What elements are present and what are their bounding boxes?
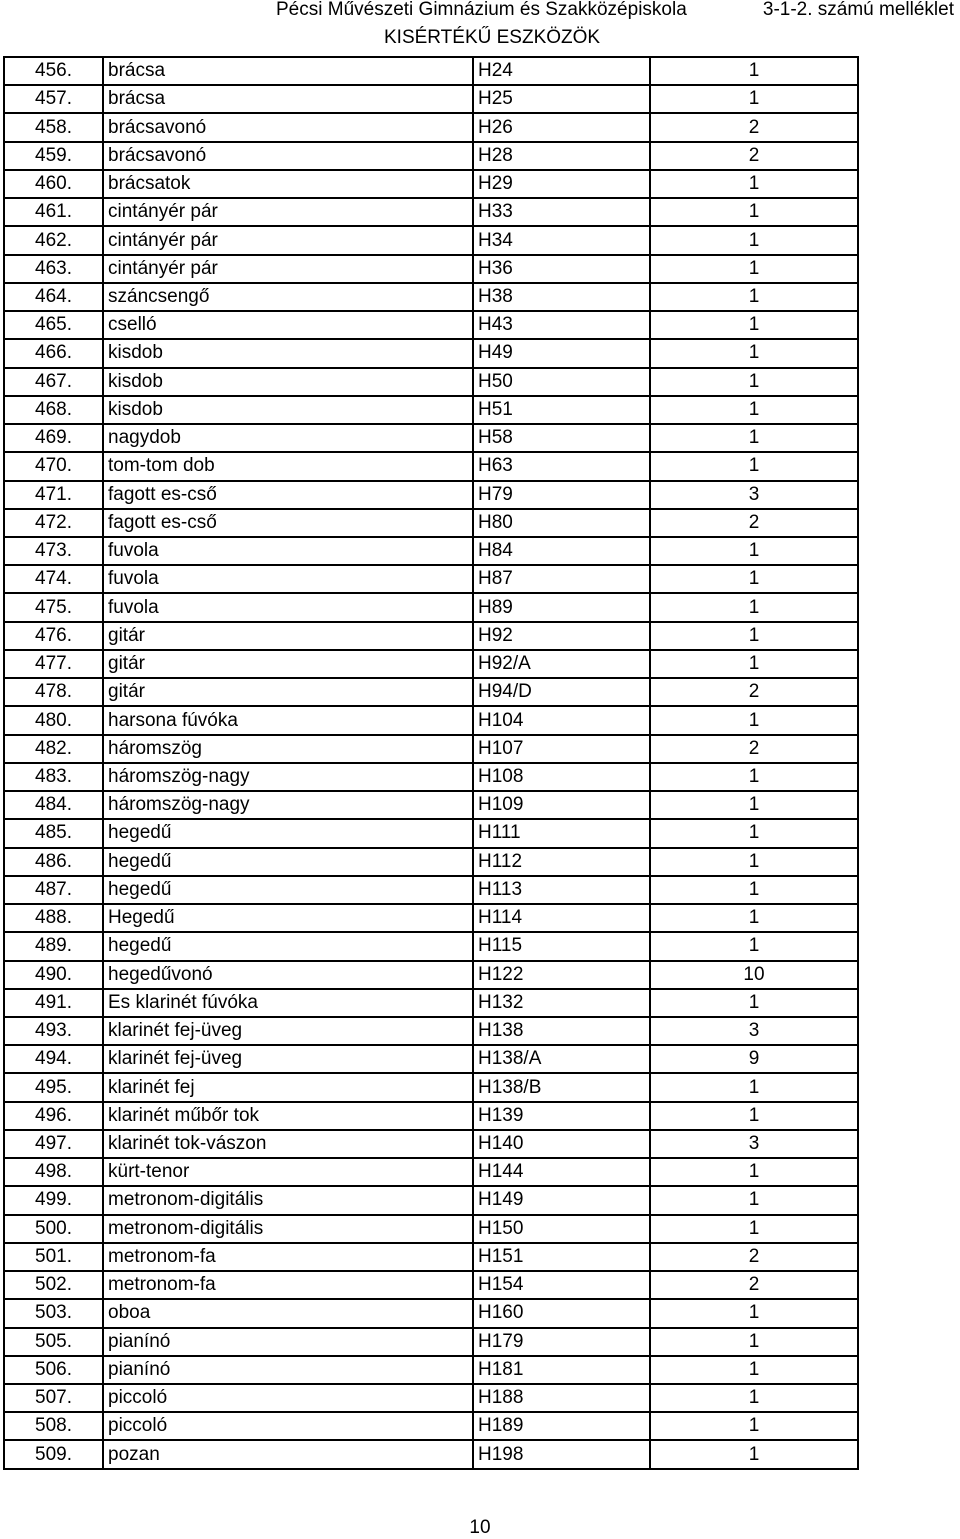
item-number-cell: 462.	[4, 226, 103, 254]
table-row	[4, 509, 858, 537]
item-code-cell: H151	[473, 1243, 650, 1271]
item-code-cell: H87	[473, 565, 650, 593]
item-code-cell: H51	[473, 396, 650, 424]
item-quantity-cell: 9	[650, 1045, 858, 1073]
item-number-cell: 491.	[4, 989, 103, 1017]
item-code-cell: H29	[473, 170, 650, 198]
item-name-cell: fagott es-cső	[103, 509, 473, 537]
inventory-table	[3, 56, 859, 1470]
table-row	[4, 424, 858, 452]
item-name-cell: metronom-digitális	[103, 1186, 473, 1214]
item-quantity-cell: 1	[650, 1412, 858, 1440]
item-quantity-cell: 1	[650, 311, 858, 339]
item-code-cell: H63	[473, 452, 650, 480]
table-row	[4, 368, 858, 396]
item-name-cell: hegedű	[103, 876, 473, 904]
item-number-cell: 477.	[4, 650, 103, 678]
item-quantity-cell: 2	[650, 1271, 858, 1299]
item-code-cell: H26	[473, 113, 650, 141]
table-row	[4, 932, 858, 960]
item-code-cell: H92	[473, 622, 650, 650]
table-row	[4, 735, 858, 763]
item-code-cell: H138/A	[473, 1045, 650, 1073]
item-name-cell: brácsa	[103, 57, 473, 85]
item-name-cell: fuvola	[103, 593, 473, 621]
item-code-cell: H139	[473, 1102, 650, 1130]
item-name-cell: fuvola	[103, 565, 473, 593]
item-quantity-cell: 10	[650, 961, 858, 989]
item-code-cell: H115	[473, 932, 650, 960]
item-name-cell: háromszög	[103, 735, 473, 763]
item-name-cell: fuvola	[103, 537, 473, 565]
table-row	[4, 198, 858, 226]
item-quantity-cell: 1	[650, 1299, 858, 1327]
table-row	[4, 1412, 858, 1440]
table-row	[4, 848, 858, 876]
table-row	[4, 876, 858, 904]
item-quantity-cell: 1	[650, 1328, 858, 1356]
table-row	[4, 226, 858, 254]
item-quantity-cell: 2	[650, 1243, 858, 1271]
item-number-cell: 508.	[4, 1412, 103, 1440]
item-code-cell: H79	[473, 481, 650, 509]
item-name-cell: hegedű	[103, 848, 473, 876]
item-code-cell: H58	[473, 424, 650, 452]
item-quantity-cell: 1	[650, 650, 858, 678]
item-quantity-cell: 1	[650, 622, 858, 650]
item-name-cell: kürt-tenor	[103, 1158, 473, 1186]
item-name-cell: cintányér pár	[103, 255, 473, 283]
item-number-cell: 469.	[4, 424, 103, 452]
item-quantity-cell: 1	[650, 1384, 858, 1412]
item-code-cell: H132	[473, 989, 650, 1017]
item-quantity-cell: 2	[650, 735, 858, 763]
item-name-cell: nagydob	[103, 424, 473, 452]
item-quantity-cell: 1	[650, 1158, 858, 1186]
item-code-cell: H24	[473, 57, 650, 85]
item-number-cell: 472.	[4, 509, 103, 537]
item-code-cell: H108	[473, 763, 650, 791]
item-name-cell: piccoló	[103, 1412, 473, 1440]
item-name-cell: metronom-fa	[103, 1243, 473, 1271]
item-number-cell: 482.	[4, 735, 103, 763]
item-code-cell: H89	[473, 593, 650, 621]
table-row	[4, 1102, 858, 1130]
table-row	[4, 1158, 858, 1186]
item-quantity-cell: 1	[650, 819, 858, 847]
item-quantity-cell: 1	[650, 368, 858, 396]
table-row	[4, 961, 858, 989]
item-number-cell: 476.	[4, 622, 103, 650]
item-name-cell: metronom-fa	[103, 1271, 473, 1299]
item-name-cell: cintányér pár	[103, 226, 473, 254]
item-code-cell: H160	[473, 1299, 650, 1327]
table-row	[4, 142, 858, 170]
item-number-cell: 500.	[4, 1215, 103, 1243]
table-row	[4, 537, 858, 565]
item-code-cell: H122	[473, 961, 650, 989]
item-quantity-cell: 1	[650, 1073, 858, 1101]
table-row	[4, 622, 858, 650]
item-name-cell: klarinét fej	[103, 1073, 473, 1101]
item-quantity-cell: 1	[650, 85, 858, 113]
item-number-cell: 486.	[4, 848, 103, 876]
item-number-cell: 487.	[4, 876, 103, 904]
table-row	[4, 1299, 858, 1327]
item-name-cell: hegedű	[103, 819, 473, 847]
item-number-cell: 498.	[4, 1158, 103, 1186]
table-row	[4, 481, 858, 509]
annex-label: 3-1-2. számú melléklet	[762, 0, 954, 20]
item-number-cell: 456.	[4, 57, 103, 85]
table-row	[4, 1045, 858, 1073]
item-number-cell: 470.	[4, 452, 103, 480]
school-name: Pécsi Művészeti Gimnázium és Szakközépiskola	[276, 0, 687, 20]
item-number-cell: 495.	[4, 1073, 103, 1101]
item-number-cell: 460.	[4, 170, 103, 198]
item-code-cell: H112	[473, 848, 650, 876]
item-name-cell: klarinét fej-üveg	[103, 1017, 473, 1045]
item-number-cell: 466.	[4, 339, 103, 367]
item-quantity-cell: 1	[650, 170, 858, 198]
item-name-cell: pozan	[103, 1440, 473, 1468]
table-row	[4, 1215, 858, 1243]
table-row	[4, 1243, 858, 1271]
item-quantity-cell: 1	[650, 848, 858, 876]
item-name-cell: klarinét tok-vászon	[103, 1130, 473, 1158]
item-name-cell: brácsatok	[103, 170, 473, 198]
item-number-cell: 505.	[4, 1328, 103, 1356]
item-number-cell: 494.	[4, 1045, 103, 1073]
page-number: 10	[469, 1517, 491, 1538]
item-code-cell: H189	[473, 1412, 650, 1440]
item-quantity-cell: 1	[650, 593, 858, 621]
item-quantity-cell: 1	[650, 452, 858, 480]
item-code-cell: H144	[473, 1158, 650, 1186]
item-quantity-cell: 1	[650, 1440, 858, 1468]
table-row	[4, 593, 858, 621]
item-quantity-cell: 1	[650, 537, 858, 565]
item-number-cell: 468.	[4, 396, 103, 424]
item-name-cell: hegedű	[103, 932, 473, 960]
item-quantity-cell: 3	[650, 481, 858, 509]
item-name-cell: háromszög-nagy	[103, 763, 473, 791]
table-row	[4, 311, 858, 339]
item-name-cell: kisdob	[103, 368, 473, 396]
item-name-cell: Es klarinét fúvóka	[103, 989, 473, 1017]
table-row	[4, 791, 858, 819]
item-code-cell: H109	[473, 791, 650, 819]
item-code-cell: H84	[473, 537, 650, 565]
item-name-cell: háromszög-nagy	[103, 791, 473, 819]
table-row	[4, 452, 858, 480]
item-code-cell: H50	[473, 368, 650, 396]
item-number-cell: 493.	[4, 1017, 103, 1045]
item-code-cell: H43	[473, 311, 650, 339]
item-code-cell: H113	[473, 876, 650, 904]
item-code-cell: H34	[473, 226, 650, 254]
item-name-cell: gitár	[103, 678, 473, 706]
item-quantity-cell: 1	[650, 255, 858, 283]
item-code-cell: H25	[473, 85, 650, 113]
item-quantity-cell: 1	[650, 424, 858, 452]
item-name-cell: Hegedű	[103, 904, 473, 932]
item-name-cell: száncsengő	[103, 283, 473, 311]
item-quantity-cell: 1	[650, 932, 858, 960]
item-code-cell: H38	[473, 283, 650, 311]
item-number-cell: 488.	[4, 904, 103, 932]
item-quantity-cell: 3	[650, 1130, 858, 1158]
item-quantity-cell: 1	[650, 1356, 858, 1384]
item-code-cell: H140	[473, 1130, 650, 1158]
item-name-cell: piccoló	[103, 1384, 473, 1412]
table-row	[4, 904, 858, 932]
item-quantity-cell: 3	[650, 1017, 858, 1045]
table-row	[4, 1384, 858, 1412]
item-code-cell: H33	[473, 198, 650, 226]
item-code-cell: H198	[473, 1440, 650, 1468]
table-row	[4, 989, 858, 1017]
item-code-cell: H107	[473, 735, 650, 763]
item-code-cell: H36	[473, 255, 650, 283]
item-quantity-cell: 1	[650, 57, 858, 85]
item-number-cell: 501.	[4, 1243, 103, 1271]
item-quantity-cell: 2	[650, 113, 858, 141]
item-name-cell: brácsavonó	[103, 113, 473, 141]
item-number-cell: 506.	[4, 1356, 103, 1384]
item-name-cell: harsona fúvóka	[103, 706, 473, 734]
document-title: KISÉRTÉKŰ ESZKÖZÖK	[384, 27, 601, 48]
item-code-cell: H149	[473, 1186, 650, 1214]
item-name-cell: brácsa	[103, 85, 473, 113]
table-row	[4, 1073, 858, 1101]
item-name-cell: kisdob	[103, 396, 473, 424]
table-row	[4, 113, 858, 141]
item-quantity-cell: 1	[650, 706, 858, 734]
item-quantity-cell: 1	[650, 283, 858, 311]
table-row	[4, 1356, 858, 1384]
item-number-cell: 457.	[4, 85, 103, 113]
item-code-cell: H181	[473, 1356, 650, 1384]
item-quantity-cell: 1	[650, 565, 858, 593]
item-quantity-cell: 1	[650, 989, 858, 1017]
item-number-cell: 480.	[4, 706, 103, 734]
item-name-cell: oboa	[103, 1299, 473, 1327]
table-row	[4, 170, 858, 198]
item-number-cell: 467.	[4, 368, 103, 396]
item-quantity-cell: 1	[650, 198, 858, 226]
item-quantity-cell: 2	[650, 509, 858, 537]
item-name-cell: gitár	[103, 622, 473, 650]
item-code-cell: H49	[473, 339, 650, 367]
item-name-cell: klarinét fej-üveg	[103, 1045, 473, 1073]
item-number-cell: 464.	[4, 283, 103, 311]
item-code-cell: H114	[473, 904, 650, 932]
item-code-cell: H188	[473, 1384, 650, 1412]
item-code-cell: H111	[473, 819, 650, 847]
item-number-cell: 509.	[4, 1440, 103, 1468]
item-name-cell: cintányér pár	[103, 198, 473, 226]
table-row	[4, 339, 858, 367]
table-row	[4, 1017, 858, 1045]
item-quantity-cell: 1	[650, 396, 858, 424]
item-number-cell: 483.	[4, 763, 103, 791]
item-number-cell: 473.	[4, 537, 103, 565]
item-number-cell: 461.	[4, 198, 103, 226]
item-quantity-cell: 1	[650, 791, 858, 819]
item-number-cell: 471.	[4, 481, 103, 509]
item-quantity-cell: 1	[650, 1215, 858, 1243]
item-code-cell: H138	[473, 1017, 650, 1045]
item-code-cell: H138/B	[473, 1073, 650, 1101]
table-row	[4, 1271, 858, 1299]
item-code-cell: H150	[473, 1215, 650, 1243]
table-row	[4, 706, 858, 734]
table-row	[4, 678, 858, 706]
item-name-cell: gitár	[103, 650, 473, 678]
item-name-cell: brácsavonó	[103, 142, 473, 170]
item-name-cell: kisdob	[103, 339, 473, 367]
item-quantity-cell: 1	[650, 876, 858, 904]
item-quantity-cell: 2	[650, 678, 858, 706]
item-name-cell: metronom-digitális	[103, 1215, 473, 1243]
item-code-cell: H28	[473, 142, 650, 170]
item-number-cell: 485.	[4, 819, 103, 847]
table-row	[4, 85, 858, 113]
table-row	[4, 763, 858, 791]
table-row	[4, 650, 858, 678]
table-row	[4, 283, 858, 311]
item-name-cell: hegedűvonó	[103, 961, 473, 989]
table-row	[4, 255, 858, 283]
item-code-cell: H94/D	[473, 678, 650, 706]
item-code-cell: H104	[473, 706, 650, 734]
item-number-cell: 507.	[4, 1384, 103, 1412]
item-number-cell: 499.	[4, 1186, 103, 1214]
item-number-cell: 502.	[4, 1271, 103, 1299]
item-number-cell: 490.	[4, 961, 103, 989]
table-row	[4, 565, 858, 593]
item-number-cell: 489.	[4, 932, 103, 960]
item-quantity-cell: 1	[650, 904, 858, 932]
item-code-cell: H92/A	[473, 650, 650, 678]
item-number-cell: 478.	[4, 678, 103, 706]
item-name-cell: fagott es-cső	[103, 481, 473, 509]
item-number-cell: 474.	[4, 565, 103, 593]
item-code-cell: H80	[473, 509, 650, 537]
item-code-cell: H179	[473, 1328, 650, 1356]
item-quantity-cell: 1	[650, 1102, 858, 1130]
item-number-cell: 496.	[4, 1102, 103, 1130]
table-row	[4, 1440, 858, 1468]
table-row	[4, 1130, 858, 1158]
item-name-cell: tom-tom dob	[103, 452, 473, 480]
item-quantity-cell: 2	[650, 142, 858, 170]
table-row	[4, 1186, 858, 1214]
item-number-cell: 459.	[4, 142, 103, 170]
table-row	[4, 1328, 858, 1356]
item-number-cell: 463.	[4, 255, 103, 283]
table-row	[4, 396, 858, 424]
item-name-cell: klarinét műbőr tok	[103, 1102, 473, 1130]
item-name-cell: cselló	[103, 311, 473, 339]
item-number-cell: 458.	[4, 113, 103, 141]
item-quantity-cell: 1	[650, 763, 858, 791]
item-number-cell: 497.	[4, 1130, 103, 1158]
item-quantity-cell: 1	[650, 226, 858, 254]
table-row	[4, 57, 858, 85]
item-quantity-cell: 1	[650, 339, 858, 367]
item-number-cell: 503.	[4, 1299, 103, 1327]
table-row	[4, 819, 858, 847]
item-code-cell: H154	[473, 1271, 650, 1299]
item-number-cell: 465.	[4, 311, 103, 339]
item-number-cell: 475.	[4, 593, 103, 621]
item-name-cell: pianínó	[103, 1328, 473, 1356]
item-quantity-cell: 1	[650, 1186, 858, 1214]
item-number-cell: 484.	[4, 791, 103, 819]
inventory-table-body	[4, 57, 858, 1469]
item-name-cell: pianínó	[103, 1356, 473, 1384]
